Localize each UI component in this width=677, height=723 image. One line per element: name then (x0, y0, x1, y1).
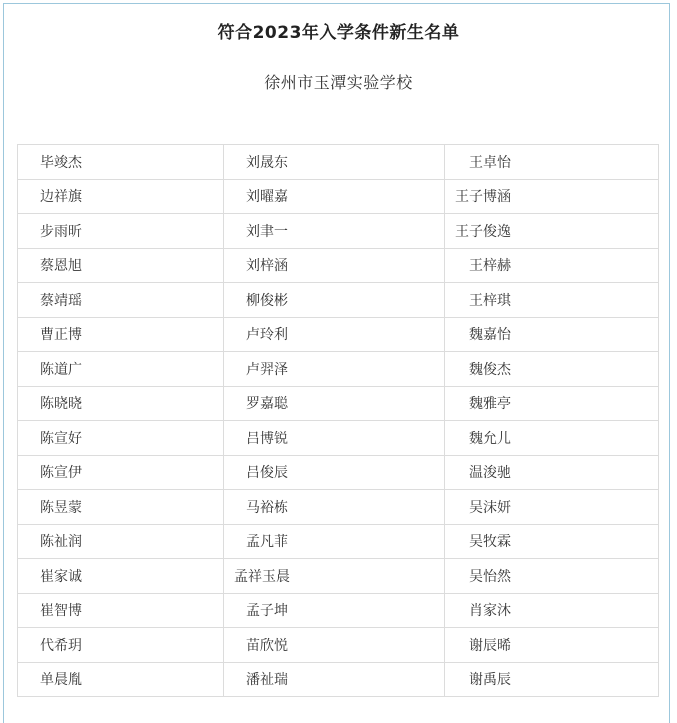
student-name-cell: 单晨胤 (18, 662, 224, 697)
table-row (18, 386, 659, 421)
table-row (18, 490, 659, 525)
student-name-cell: 孟凡菲 (224, 524, 445, 559)
table-row (18, 524, 659, 559)
student-name-cell: 魏允儿 (445, 421, 659, 456)
student-name-cell: 马裕栋 (224, 490, 445, 525)
student-name-cell: 崔家诚 (18, 559, 224, 594)
student-name-cell: 陈宣伊 (18, 455, 224, 490)
student-name-cell: 陈晓晓 (18, 386, 224, 421)
student-name-cell: 吴沫妍 (445, 490, 659, 525)
table-row (18, 455, 659, 490)
student-name-cell: 蔡恩旭 (18, 248, 224, 283)
table-row (18, 352, 659, 387)
student-name-cell: 魏俊杰 (445, 352, 659, 387)
table-row (18, 593, 659, 628)
student-name-cell: 刘梓涵 (224, 248, 445, 283)
student-name-cell: 王卓怡 (445, 145, 659, 180)
student-name-cell: 孟祥玉晨 (224, 559, 445, 594)
student-name-cell: 王子俊逸 (445, 214, 659, 249)
student-name-cell: 吕俊辰 (224, 455, 445, 490)
table-row (18, 283, 659, 318)
student-name-cell: 吴怡然 (445, 559, 659, 594)
student-name-cell: 蔡靖瑶 (18, 283, 224, 318)
student-name-cell: 毕竣杰 (18, 145, 224, 180)
student-name-cell: 罗嘉聪 (224, 386, 445, 421)
student-name-cell: 柳俊彬 (224, 283, 445, 318)
table-row (18, 559, 659, 594)
school-name: 徐州市玉潭实验学校 (264, 73, 413, 92)
student-name-cell: 崔智博 (18, 593, 224, 628)
student-name-cell: 孟子坤 (224, 593, 445, 628)
student-name-cell: 肖家沐 (445, 593, 659, 628)
student-name-cell: 温浚驰 (445, 455, 659, 490)
student-name-cell: 魏雅亭 (445, 386, 659, 421)
student-name-cell: 魏嘉怡 (445, 317, 659, 352)
student-name-cell: 陈道广 (18, 352, 224, 387)
table-row (18, 214, 659, 249)
student-name-cell: 吕博锐 (224, 421, 445, 456)
student-name-cell: 王子博涵 (445, 179, 659, 214)
table-row (18, 248, 659, 283)
student-name-cell: 刘晟东 (224, 145, 445, 180)
student-name-cell: 曹正博 (18, 317, 224, 352)
student-name-cell: 吴牧霖 (445, 524, 659, 559)
student-name-cell: 陈祉润 (18, 524, 224, 559)
student-name-cell: 刘曜嘉 (224, 179, 445, 214)
student-name-cell: 刘聿一 (224, 214, 445, 249)
student-name-cell: 陈昱蒙 (18, 490, 224, 525)
student-name-cell: 步雨昕 (18, 214, 224, 249)
student-name-cell: 代希玥 (18, 628, 224, 663)
student-name-cell: 王梓琪 (445, 283, 659, 318)
student-name-cell: 潘祉瑞 (224, 662, 445, 697)
student-name-cell: 卢羿泽 (224, 352, 445, 387)
table-row (18, 317, 659, 352)
student-name-cell: 苗欣悦 (224, 628, 445, 663)
student-name-table (17, 144, 659, 697)
student-name-cell: 卢玲利 (224, 317, 445, 352)
table-row (18, 662, 659, 697)
page-title: 符合2023年入学条件新生名单 (217, 23, 460, 43)
table-row (18, 628, 659, 663)
student-name-cell: 王梓赫 (445, 248, 659, 283)
student-name-cell: 陈宣好 (18, 421, 224, 456)
student-name-cell: 谢辰晞 (445, 628, 659, 663)
student-name-cell: 谢禹辰 (445, 662, 659, 697)
student-name-cell: 边祥旗 (18, 179, 224, 214)
table-row (18, 421, 659, 456)
table-row (18, 145, 659, 180)
table-row (18, 179, 659, 214)
